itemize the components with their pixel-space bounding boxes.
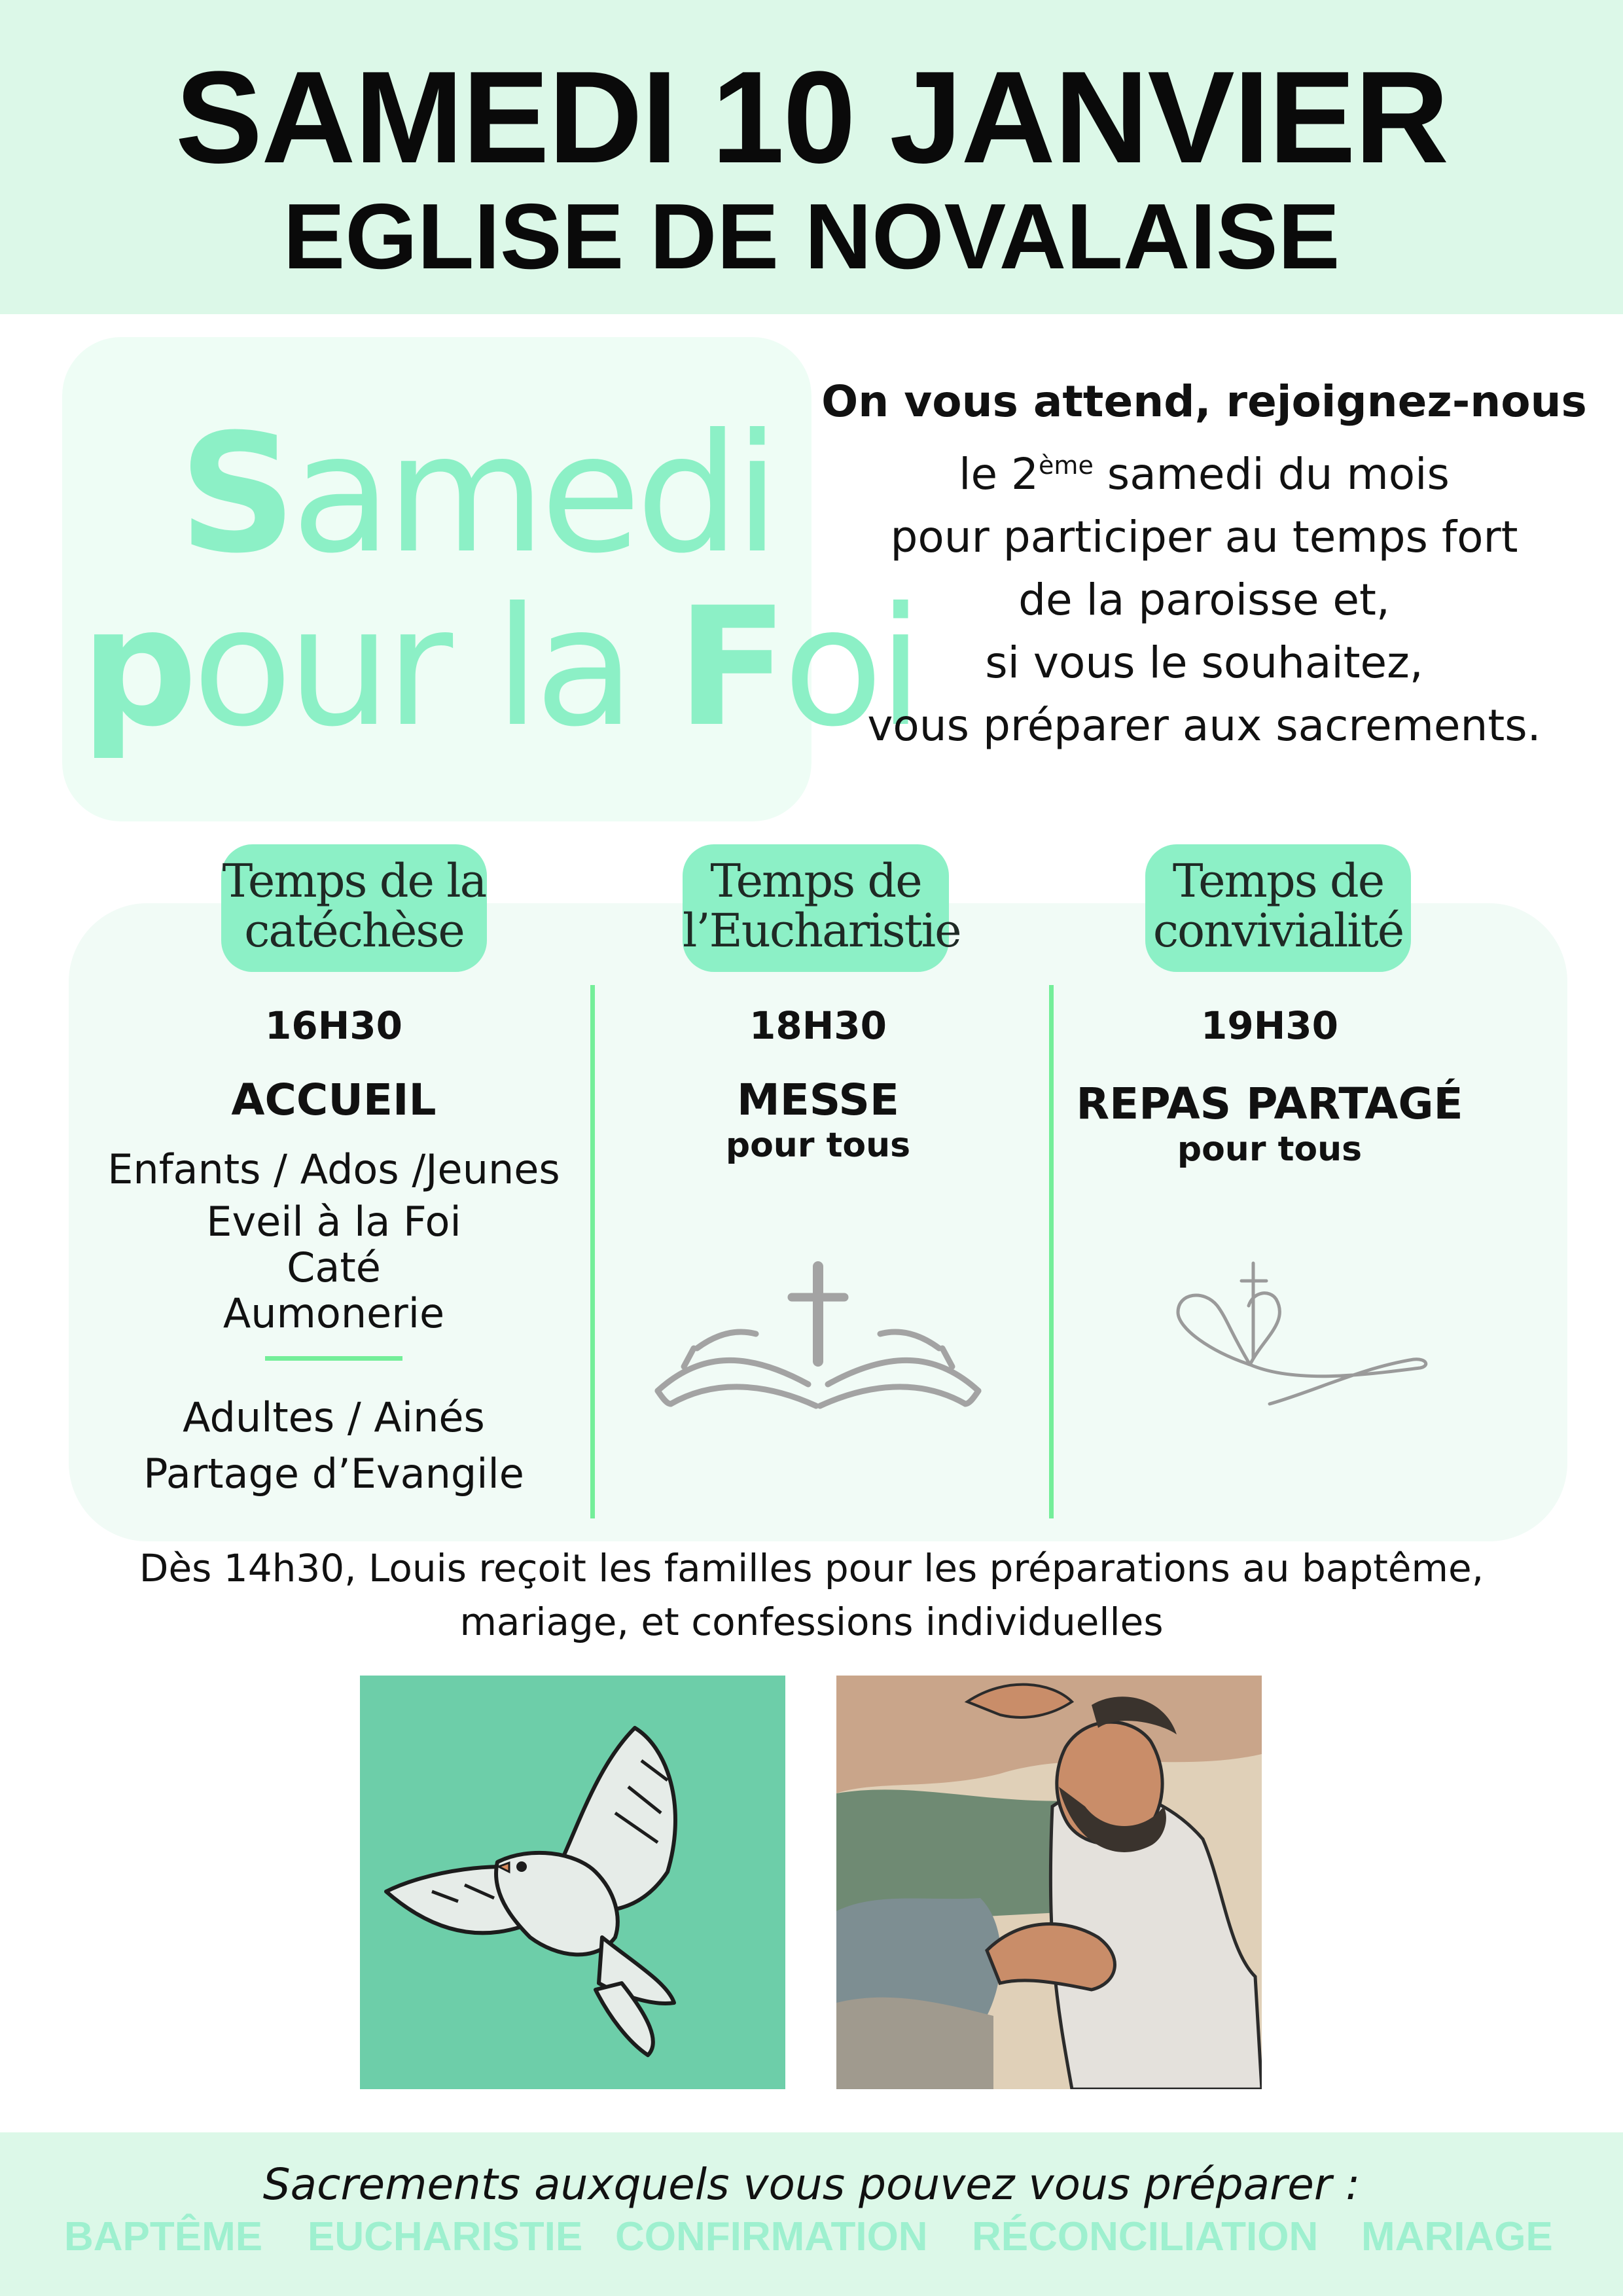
baptism-illustration [836,1676,1262,2089]
preparation-note [0,1541,1623,1649]
title-word-oi: oi [783,572,918,762]
pill-eucharistie-line1: Temps de [710,854,921,908]
column-catechese [85,1003,582,1502]
group-adultes: Adultes / Ainés [183,1393,485,1441]
intro-line-1-prefix: le 2 [959,449,1039,499]
title-initial-s: S [179,399,292,589]
column-eucharistie [609,1003,1027,1165]
cross-book-icon [645,1257,991,1420]
title-initial-f: F [676,572,783,762]
header-band [0,0,1623,314]
title-word-our-la: our la [192,572,677,762]
pill-convivialite-line2: convivialité [1152,904,1404,958]
title-box [62,337,918,821]
dove-illustration [360,1676,785,2089]
intro-line-3: de la paroisse et, [1018,575,1390,625]
sacrament-mariage: MARIAGE [1361,2214,1553,2259]
sub-messe: pour tous [725,1126,911,1165]
title-line-1 [179,399,775,589]
footer-band [0,2132,1623,2296]
intro-line-1-sup: ème [1039,451,1094,480]
time-convivialite: 19H30 [1201,1003,1338,1048]
intro-line-5: vous préparer aux sacrements. [867,700,1541,751]
pill-eucharistie [683,844,961,972]
time-catechese: 16H30 [265,1003,402,1048]
sacrament-reconciliation: RÉCONCILIATION [972,2214,1319,2259]
event-location: EGLISE DE NOVALAISE [283,185,1340,289]
heart-cross-icon [1165,1260,1440,1424]
sub-repas: pour tous [1177,1130,1363,1169]
sacrament-bapteme: BAPTÊME [64,2214,263,2259]
title-initial-p: p [80,572,192,762]
sacraments-subtitle: Sacrements auxquels vous pouvez vous préparer : [262,2159,1361,2210]
title-line-2 [80,572,918,762]
column-divider-1 [590,985,595,1518]
pill-convivialite [1145,844,1411,972]
title-word-amedi: amedi [291,399,775,589]
pill-catechese-line1: Temps de la [222,854,486,908]
intro-text [818,370,1590,757]
heading-messe: MESSE [737,1075,899,1125]
group-aumonerie: Aumonerie [223,1289,445,1337]
group-eveil: Eveil à la Foi [206,1198,461,1246]
pill-catechese [221,844,487,972]
group-separator [265,1356,402,1361]
time-eucharistie: 18H30 [749,1003,887,1048]
column-divider-2 [1049,985,1054,1518]
heading-accueil: ACCUEIL [231,1075,437,1125]
pill-convivialite-line1: Temps de [1172,854,1384,908]
note-line-1: Dès 14h30, Louis reçoit les familles pour les préparations au baptême, [139,1546,1484,1590]
intro-line-1 [818,434,1590,506]
pill-catechese-line2: catéchèse [244,904,464,958]
intro-line-1-suffix: samedi du mois [1093,449,1450,499]
group-partage: Partage d’Evangile [143,1450,524,1498]
intro-line-2: pour participer au temps fort [890,512,1518,562]
intro-lead: On vous attend, rejoignez-nous [821,376,1587,427]
heading-repas: REPAS PARTAGÉ [1076,1079,1463,1129]
note-line-2: mariage, et confessions individuelles [459,1600,1164,1644]
column-convivialite [1067,1003,1472,1169]
pill-eucharistie-line2: l’Eucharistie [683,904,961,958]
sacrament-confirmation: CONFIRMATION [615,2214,928,2259]
group-cate: Caté [287,1244,381,1291]
group-enfants: Enfants / Ados /Jeunes [107,1145,560,1193]
intro-line-4: si vous le souhaitez, [985,637,1423,688]
event-date-title: SAMEDI 10 JANVIER [175,45,1448,190]
sacrament-eucharistie: EUCHARISTIE [308,2214,583,2259]
